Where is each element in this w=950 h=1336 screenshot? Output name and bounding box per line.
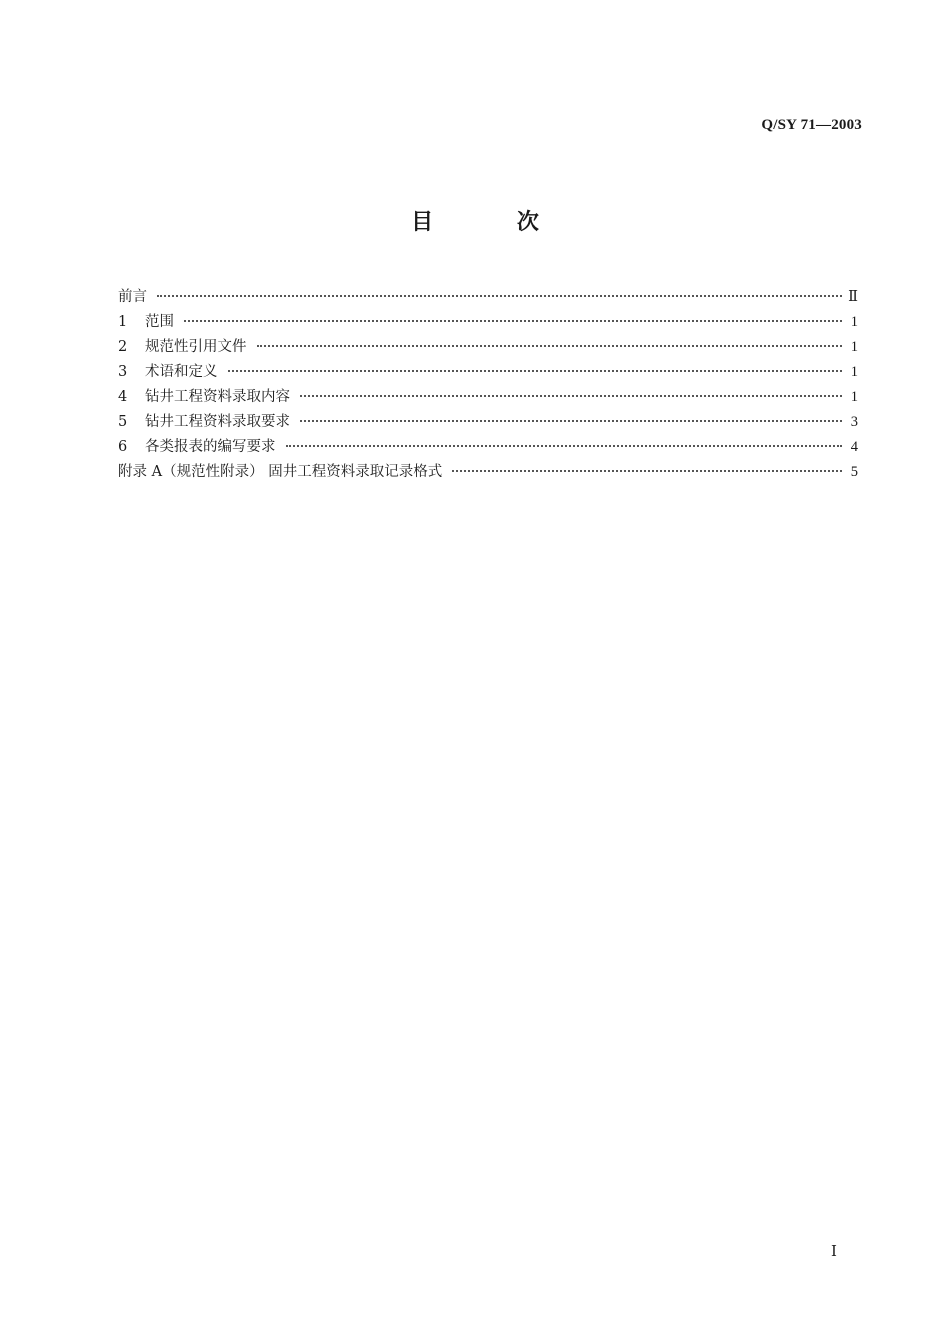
toc-leader-dots [286,445,843,447]
toc-entry-number: 3 [118,364,128,380]
toc-entry-page: 1 [850,389,858,405]
toc-entry-terms-definitions[interactable] [118,360,858,385]
toc-entry-number: 2 [118,339,128,355]
toc-entry-number: 4 [118,389,128,405]
toc-entry-label: 规范性引用文件 [145,339,247,355]
toc-leader-dots [228,370,843,372]
toc-entry-label: 附录 A（规范性附录） 固井工程资料录取记录格式 [118,464,443,480]
toc-leader-dots [157,295,842,297]
toc-entry-label: 钻井工程资料录取内容 [145,389,290,405]
toc-leader-dots [300,395,842,397]
standard-code: Q/SY 71—2003 [761,117,862,133]
toc-entry-page: 1 [850,364,858,380]
toc-entry-page: 4 [850,439,858,455]
toc-entry-page: Ⅱ [848,289,858,305]
toc-entry-label: 各类报表的编写要求 [145,439,276,455]
toc-entry-page: 5 [850,464,858,480]
toc-entry-page: 3 [850,414,858,430]
toc-entry-report-requirements[interactable] [118,435,858,460]
toc-leader-dots [452,470,842,472]
toc-leader-dots [300,420,842,422]
toc-entry-page: 1 [850,339,858,355]
table-of-contents [118,285,858,485]
toc-entry-number: 1 [118,314,128,330]
toc-leader-dots [184,320,842,322]
toc-entry-data-content[interactable] [118,385,858,410]
toc-entry-label: 范围 [145,314,174,330]
toc-leader-dots [257,345,843,347]
toc-entry-label: 前言 [118,289,147,305]
toc-entry-foreword[interactable] [118,285,858,310]
page-number: Ⅰ [831,1244,837,1260]
toc-title: 目 次 [411,210,577,235]
toc-entry-scope[interactable] [118,310,858,335]
toc-entry-data-requirements[interactable] [118,410,858,435]
toc-entry-label: 钻井工程资料录取要求 [145,414,290,430]
toc-entry-normative-references[interactable] [118,335,858,360]
toc-entry-page: 1 [850,314,858,330]
toc-entry-number: 6 [118,439,128,455]
toc-entry-number: 5 [118,414,128,430]
toc-entry-appendix-a[interactable] [118,460,858,485]
toc-entry-label: 术语和定义 [145,364,218,380]
